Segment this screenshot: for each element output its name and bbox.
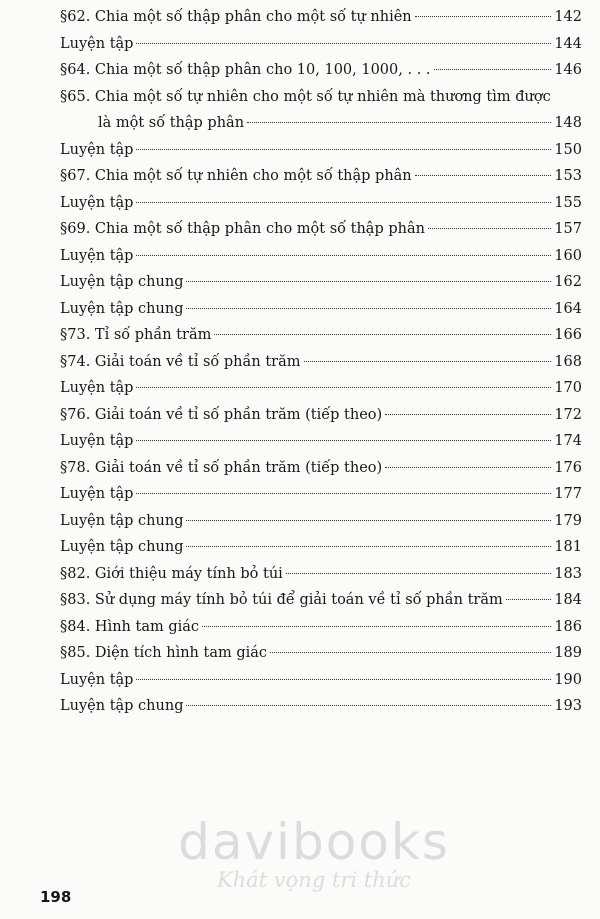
dot-leader <box>415 175 552 176</box>
toc-entry-page: 170 <box>554 380 582 396</box>
toc-entry-page: 148 <box>554 115 582 131</box>
toc-entry <box>60 614 582 641</box>
toc-entry <box>60 322 582 349</box>
dot-leader <box>506 599 552 600</box>
toc-entry <box>60 269 582 296</box>
toc-entry-title: §76. Giải toán về tỉ số phần trăm (tiếp theo) <box>60 406 383 423</box>
dot-leader <box>214 334 551 335</box>
toc-entry-title: §67. Chia một số tự nhiên cho một số thập phân <box>60 168 412 184</box>
toc-entry-title: §78. Giải toán về tỉ số phần trăm (tiếp theo) <box>60 459 383 476</box>
toc-entry-title: Luyện tập <box>60 671 134 688</box>
dot-leader <box>136 255 551 256</box>
toc-entry <box>60 349 582 376</box>
dot-leader <box>136 149 551 150</box>
watermark-tagline: Khát vọng tri thức <box>216 868 412 892</box>
toc-entry <box>60 190 582 217</box>
dot-leader <box>136 387 551 388</box>
dot-leader <box>136 43 551 44</box>
watermark-brand: davibooks <box>178 813 450 871</box>
toc-entry-page: 183 <box>554 565 582 582</box>
toc-entry-page: 164 <box>554 300 582 317</box>
toc-entry-title: §84. Hình tam giác <box>60 618 200 635</box>
dot-leader <box>428 228 551 229</box>
toc-entry-title: Luyện tập chung <box>60 539 184 555</box>
toc-entry <box>60 31 582 58</box>
toc-entry <box>60 534 582 561</box>
toc-entry-page: 150 <box>554 141 582 158</box>
dot-leader <box>247 122 551 123</box>
toc-entry-title: §65. Chia một số tự nhiên cho một số tự nhiên mà thương tìm được <box>60 88 551 105</box>
toc-entry-title: Luyện tập chung <box>60 274 184 290</box>
dot-leader <box>286 573 551 574</box>
toc-entry-page: 155 <box>554 194 582 211</box>
toc-entry-title: §83. Sử dụng máy tính bỏ túi để giải toán về tỉ số phần trăm <box>60 592 503 608</box>
toc-entry-page: 181 <box>554 539 582 555</box>
toc-entry <box>60 296 582 323</box>
toc-entry-page: 146 <box>554 62 582 78</box>
toc-entry-page: 186 <box>554 618 582 635</box>
dot-leader <box>415 16 552 17</box>
dot-leader <box>136 440 551 441</box>
toc-entry-page: 179 <box>554 512 582 529</box>
dot-leader <box>136 202 551 203</box>
dot-leader <box>136 493 551 494</box>
dot-leader <box>186 546 551 547</box>
toc-entry-page: 160 <box>554 247 582 264</box>
toc-entry-title-continued: là một số thập phân <box>98 115 245 131</box>
toc-entry <box>60 561 582 588</box>
toc-entry <box>60 667 582 694</box>
dot-leader <box>304 361 552 362</box>
dot-leader <box>202 626 551 627</box>
toc-entry-title: Luyện tập chung <box>60 698 184 714</box>
table-of-contents <box>60 4 582 720</box>
toc-entry-page: 168 <box>554 353 582 370</box>
toc-entry-title: §64. Chia một số thập phân cho 10, 100, 1000, . . . <box>60 62 431 78</box>
toc-entry-page: 166 <box>554 327 582 343</box>
toc-entry <box>60 481 582 508</box>
toc-entry-page: 162 <box>554 274 582 290</box>
toc-entry <box>60 455 582 482</box>
toc-entry <box>60 4 582 31</box>
toc-entry <box>60 640 582 667</box>
dot-leader <box>186 281 551 282</box>
toc-entry-title: Luyện tập chung <box>60 512 184 529</box>
toc-entry-title: §85. Diện tích hình tam giác <box>60 645 268 661</box>
toc-entry-page: 193 <box>554 698 582 714</box>
toc-entry-page: 190 <box>554 671 582 688</box>
toc-entry-page: 174 <box>554 433 582 449</box>
toc-entry <box>60 57 582 84</box>
dot-leader <box>434 69 552 70</box>
toc-entry <box>60 693 582 720</box>
toc-entry-title: Luyện tập <box>60 380 134 396</box>
toc-entry-page: 176 <box>554 459 582 476</box>
toc-entry <box>60 402 582 429</box>
toc-entry-title: Luyện tập <box>60 247 134 264</box>
toc-entry-page: 172 <box>554 406 582 423</box>
toc-entry-title: §73. Tỉ số phần trăm <box>60 327 212 343</box>
dot-leader <box>385 414 551 415</box>
dot-leader <box>385 467 551 468</box>
dot-leader <box>186 520 551 521</box>
toc-entry-title: Luyện tập <box>60 141 134 158</box>
toc-entry-page: 189 <box>554 645 582 661</box>
toc-entry <box>60 375 582 402</box>
toc-entry <box>60 508 582 535</box>
toc-entry-title: Luyện tập <box>60 433 134 449</box>
toc-entry <box>60 163 582 190</box>
toc-entry-page: 144 <box>554 35 582 52</box>
toc-entry-title: Luyện tập <box>60 35 134 52</box>
toc-entry <box>60 587 582 614</box>
toc-entry-page: 177 <box>554 486 582 502</box>
toc-entry-title: §82. Giới thiệu máy tính bỏ túi <box>60 565 283 582</box>
toc-entry <box>60 84 582 137</box>
toc-entry <box>60 428 582 455</box>
toc-entry-title: §62. Chia một số thập phân cho một số tự nhiên <box>60 9 412 25</box>
toc-entry <box>60 243 582 270</box>
toc-entry-page: 142 <box>554 9 582 25</box>
toc-entry-page: 157 <box>554 221 582 237</box>
dot-leader <box>270 652 551 653</box>
toc-entry-title: Luyện tập <box>60 194 134 211</box>
toc-entry-title: §69. Chia một số thập phân cho một số thập phân <box>60 221 425 237</box>
toc-entry <box>60 137 582 164</box>
dot-leader <box>186 308 551 309</box>
page-number: 198 <box>40 888 72 906</box>
watermark <box>174 814 454 892</box>
dot-leader <box>136 679 551 680</box>
toc-entry-page: 153 <box>554 168 582 184</box>
toc-entry-title: §74. Giải toán về tỉ số phần trăm <box>60 353 301 370</box>
toc-entry <box>60 216 582 243</box>
toc-entry-page: 184 <box>554 592 582 608</box>
toc-entry-title: Luyện tập <box>60 486 134 502</box>
dot-leader <box>186 705 551 706</box>
toc-entry-title: Luyện tập chung <box>60 300 184 317</box>
